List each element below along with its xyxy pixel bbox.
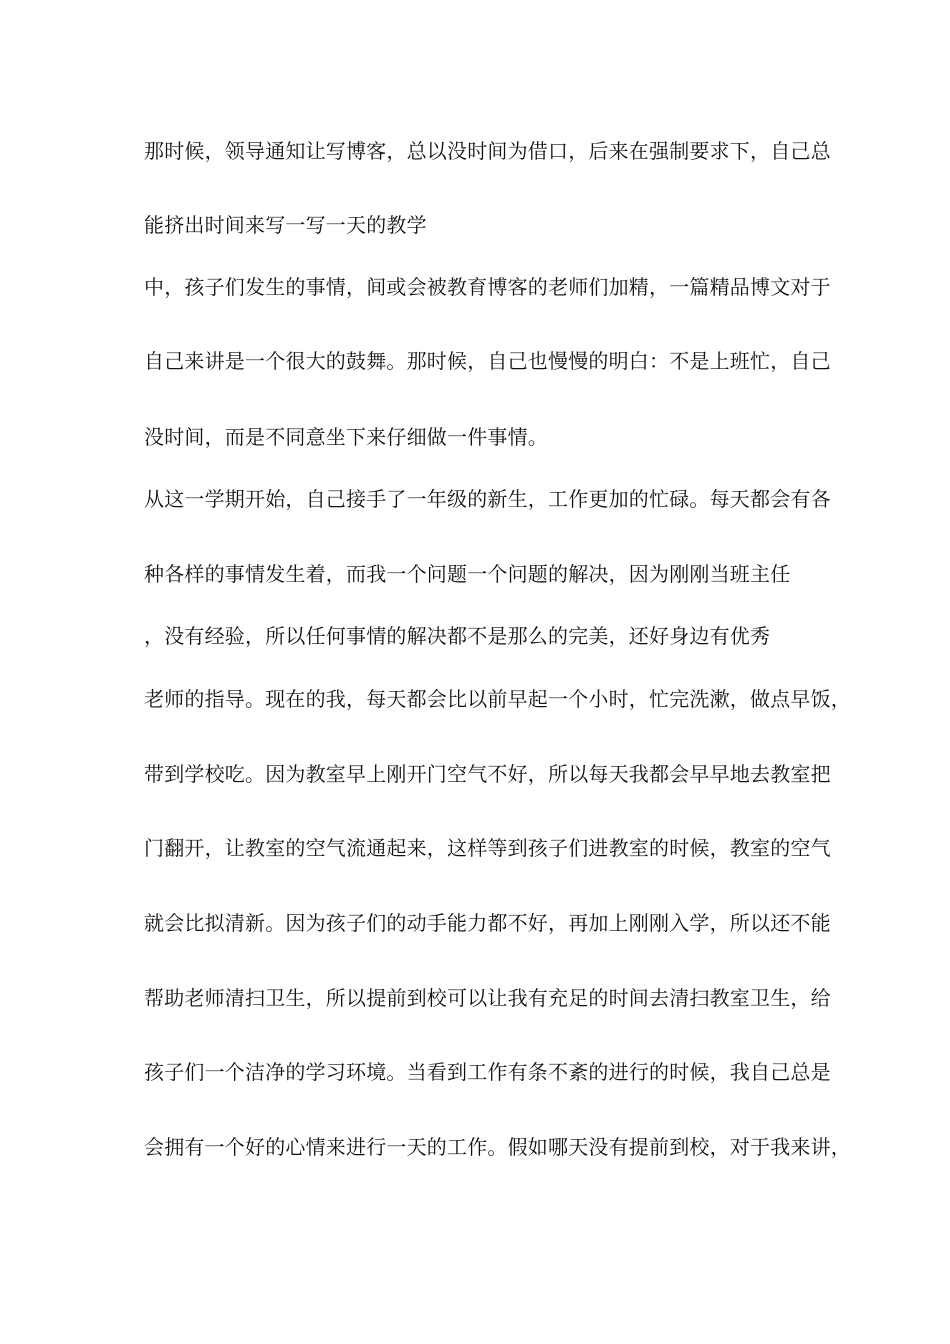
text-line: 种各样的事情发生着，而我一个问题一个问题的解决，因为刚刚当班主任 (144, 562, 791, 586)
text-line: ，没有经验，所以任何事情的解决都不是那么的完美，还好身边有优秀 (144, 624, 771, 648)
text-line: 孩子们一个洁净的学习环境。当看到工作有条不紊的进行的时候，我自己总是 (144, 1060, 831, 1084)
text-line: 帮助老师清扫卫生，所以提前到校可以让我有充足的时间去清扫教室卫生，给 (144, 986, 831, 1010)
text-line: 带到学校吃。因为教室早上刚开门空气不好，所以每天我都会早早地去教室把 (144, 762, 831, 786)
text-line: 自己来讲是一个很大的鼓舞。那时候，自己也慢慢的明白：不是上班忙，自己 (144, 349, 831, 373)
text-line: 没时间，而是不同意坐下来仔细做一件事情。 (144, 425, 548, 449)
text-line: 老师的指导。现在的我，每天都会比以前早起一个小时，忙完洗漱，做点早饭， (144, 687, 851, 711)
text-line: 就会比拟清新。因为孩子们的动手能力都不好，再加上刚刚入学，所以还不能 (144, 911, 831, 935)
text-line: 会拥有一个好的心情来进行一天的工作。假如哪天没有提前到校，对于我来讲， (144, 1135, 851, 1159)
text-line: 那时候，领导通知让写博客，总以没时间为借口，后来在强制要求下，自己总 (144, 139, 831, 163)
text-line: 能挤出时间来写一写一天的教学 (144, 213, 427, 237)
text-line: 门翻开，让教室的空气流通起来，这样等到孩子们进教室的时候，教室的空气 (144, 836, 831, 860)
text-line: 中，孩子们发生的事情，间或会被教育博客的老师们加精，一篇精品博文对于 (144, 275, 831, 299)
text-line: 从这一学期开始，自己接手了一年级的新生，工作更加的忙碌。每天都会有各 (144, 487, 831, 511)
